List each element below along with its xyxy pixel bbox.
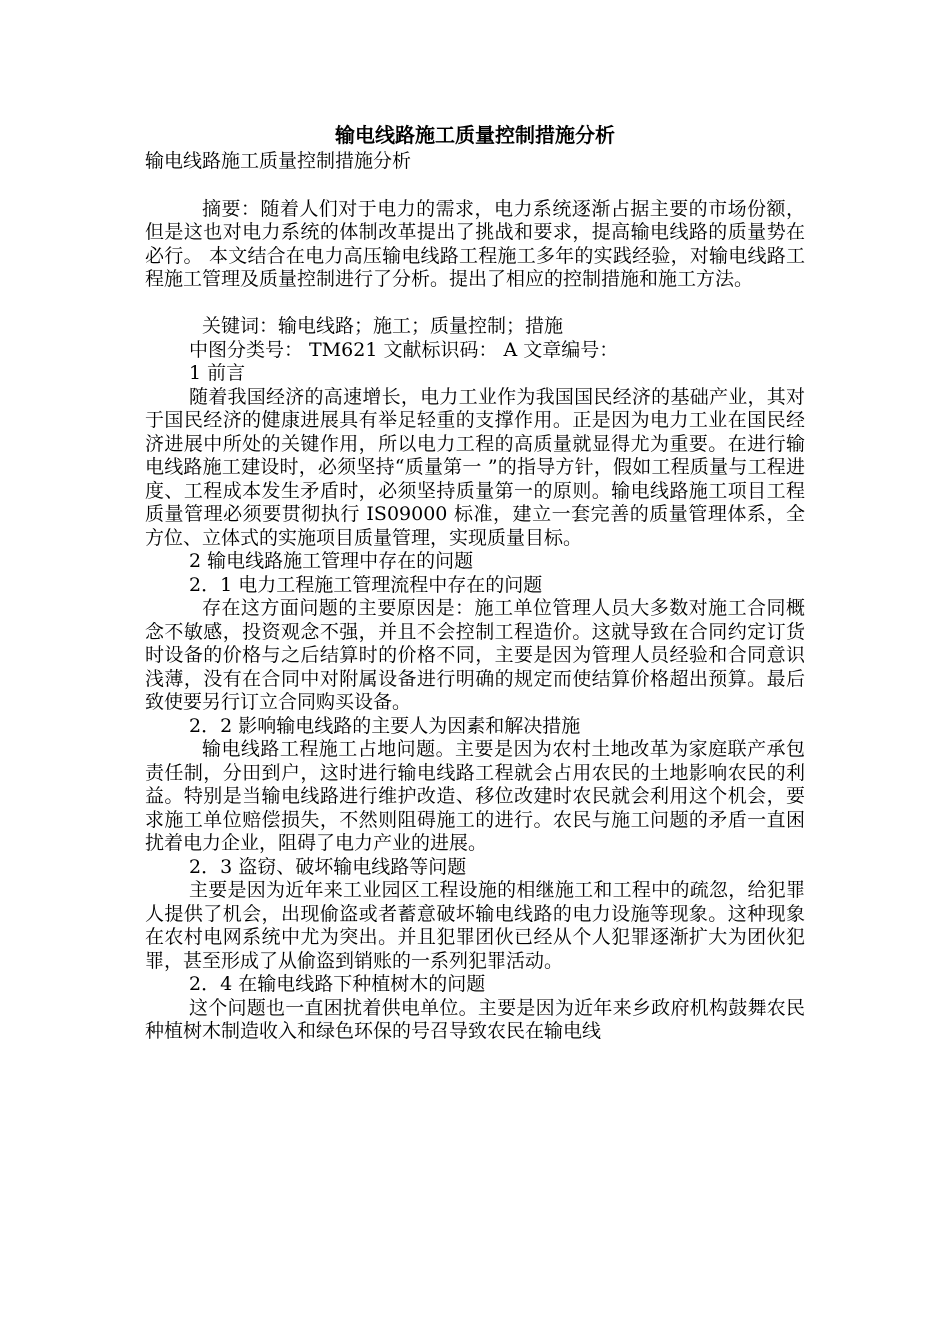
section-1-heading: 1 前言 bbox=[189, 362, 246, 384]
document-page bbox=[145, 122, 805, 1044]
blank-line bbox=[145, 174, 805, 198]
section-2-1-body: 存在这方面问题的主要原因是：施工单位管理人员大多数对施工合同概念不敏感，投资观念不强，并且不会控制工程造价。这就导致在合同约定订货时设备的价格与之后结算时的价格不同，主要是因为管理人员经验和合同意识浅薄，没有在合同中对附属设备进行明确的规定而使结算价格超出预算。最后致使要另行订立合同购买设备。 bbox=[145, 597, 805, 713]
section-1-body: 随着我国经济的高速增长，电力工业作为我国国民经济的基础产业，其对于国民经济的健康进展具有举足轻重的支撑作用。正是因为电力工业在国民经济进展中所处的关键作用，所以电力工程的高质量就显得尤为重要。在进行输电线路施工建设时，必须坚持“质量第一 ”的指导方针，假如工程质量与工程进度、工程成本发生矛盾时，必须坚持质量第一的原则。输电线路施工项目工程质量管理必须要贯彻执行 IS09000 标准，建立一套完善的质量管理体系，全方位、立体式的实施项目质量管理，实现质量目标。 bbox=[145, 385, 805, 549]
section-2-heading: 2 输电线路施工管理中存在的问题 bbox=[189, 550, 474, 572]
section-2-4-body: 这个问题也一直困扰着供电单位。主要是因为近年来乡政府机构鼓舞农民种植树木制造收入和绿色环保的号召导致农民在输电线 bbox=[145, 996, 805, 1042]
section-2-3-heading: 2．3 盗窃、破坏输电线路等问题 bbox=[189, 855, 467, 878]
document-subtitle: 输电线路施工质量控制措施分析 bbox=[145, 150, 412, 172]
section-2-2-body: 输电线路工程施工占地问题。主要是因为农村土地改革为家庭联产承包责任制，分田到户，这时进行输电线路工程就会占用农民的土地影响农民的利益。特别是当输电线路进行维护改造、移位改建时农民就会利用这个机会，要求施工单位赔偿损失，不然则阻碍施工的进行。农民与施工问题的矛盾一直困扰着电力企业，阻碍了电力产业的进展。 bbox=[145, 738, 805, 854]
section-2-1-heading: 2．1 电力工程施工管理流程中存在的问题 bbox=[189, 573, 543, 596]
abstract-paragraph: 摘要：随着人们对于电力的需求，电力系统逐渐占据主要的市场份额，但是这也对电力系统的体制改革提出了挑战和要求，提高输电线路的质量势在必行。 本文结合在电力高压输电线路工程施工多年的实践经验，对输电线路工程施工管理及质量控制进行了分析。提出了相应的控制措施和施工方法。 bbox=[145, 197, 805, 290]
section-2-4-heading: 2．4 在输电线路下种植树木的问题 bbox=[189, 973, 486, 995]
blank-line bbox=[145, 292, 805, 316]
section-2-2-heading: 2．2 影响输电线路的主要人为因素和解决措施 bbox=[189, 714, 581, 737]
section-2-3-body: 主要是因为近年来工业园区工程设施的相继施工和工程中的疏忽，给犯罪人提供了机会，出现偷盗或者蓄意破坏输电线路的电力设施等现象。这种现象在农村电网系统中尤为突出。并且犯罪团伙已经从个人犯罪逐渐扩大为团伙犯罪，甚至形成了从偷盗到销账的一系列犯罪活动。 bbox=[145, 879, 805, 972]
classification-line: 中图分类号： TM621 文献标识码： A 文章编号： bbox=[189, 338, 619, 361]
keywords-line: 关键词：输电线路；施工；质量控制；措施 bbox=[202, 315, 564, 337]
document-title: 输电线路施工质量控制措施分析 bbox=[335, 123, 615, 147]
